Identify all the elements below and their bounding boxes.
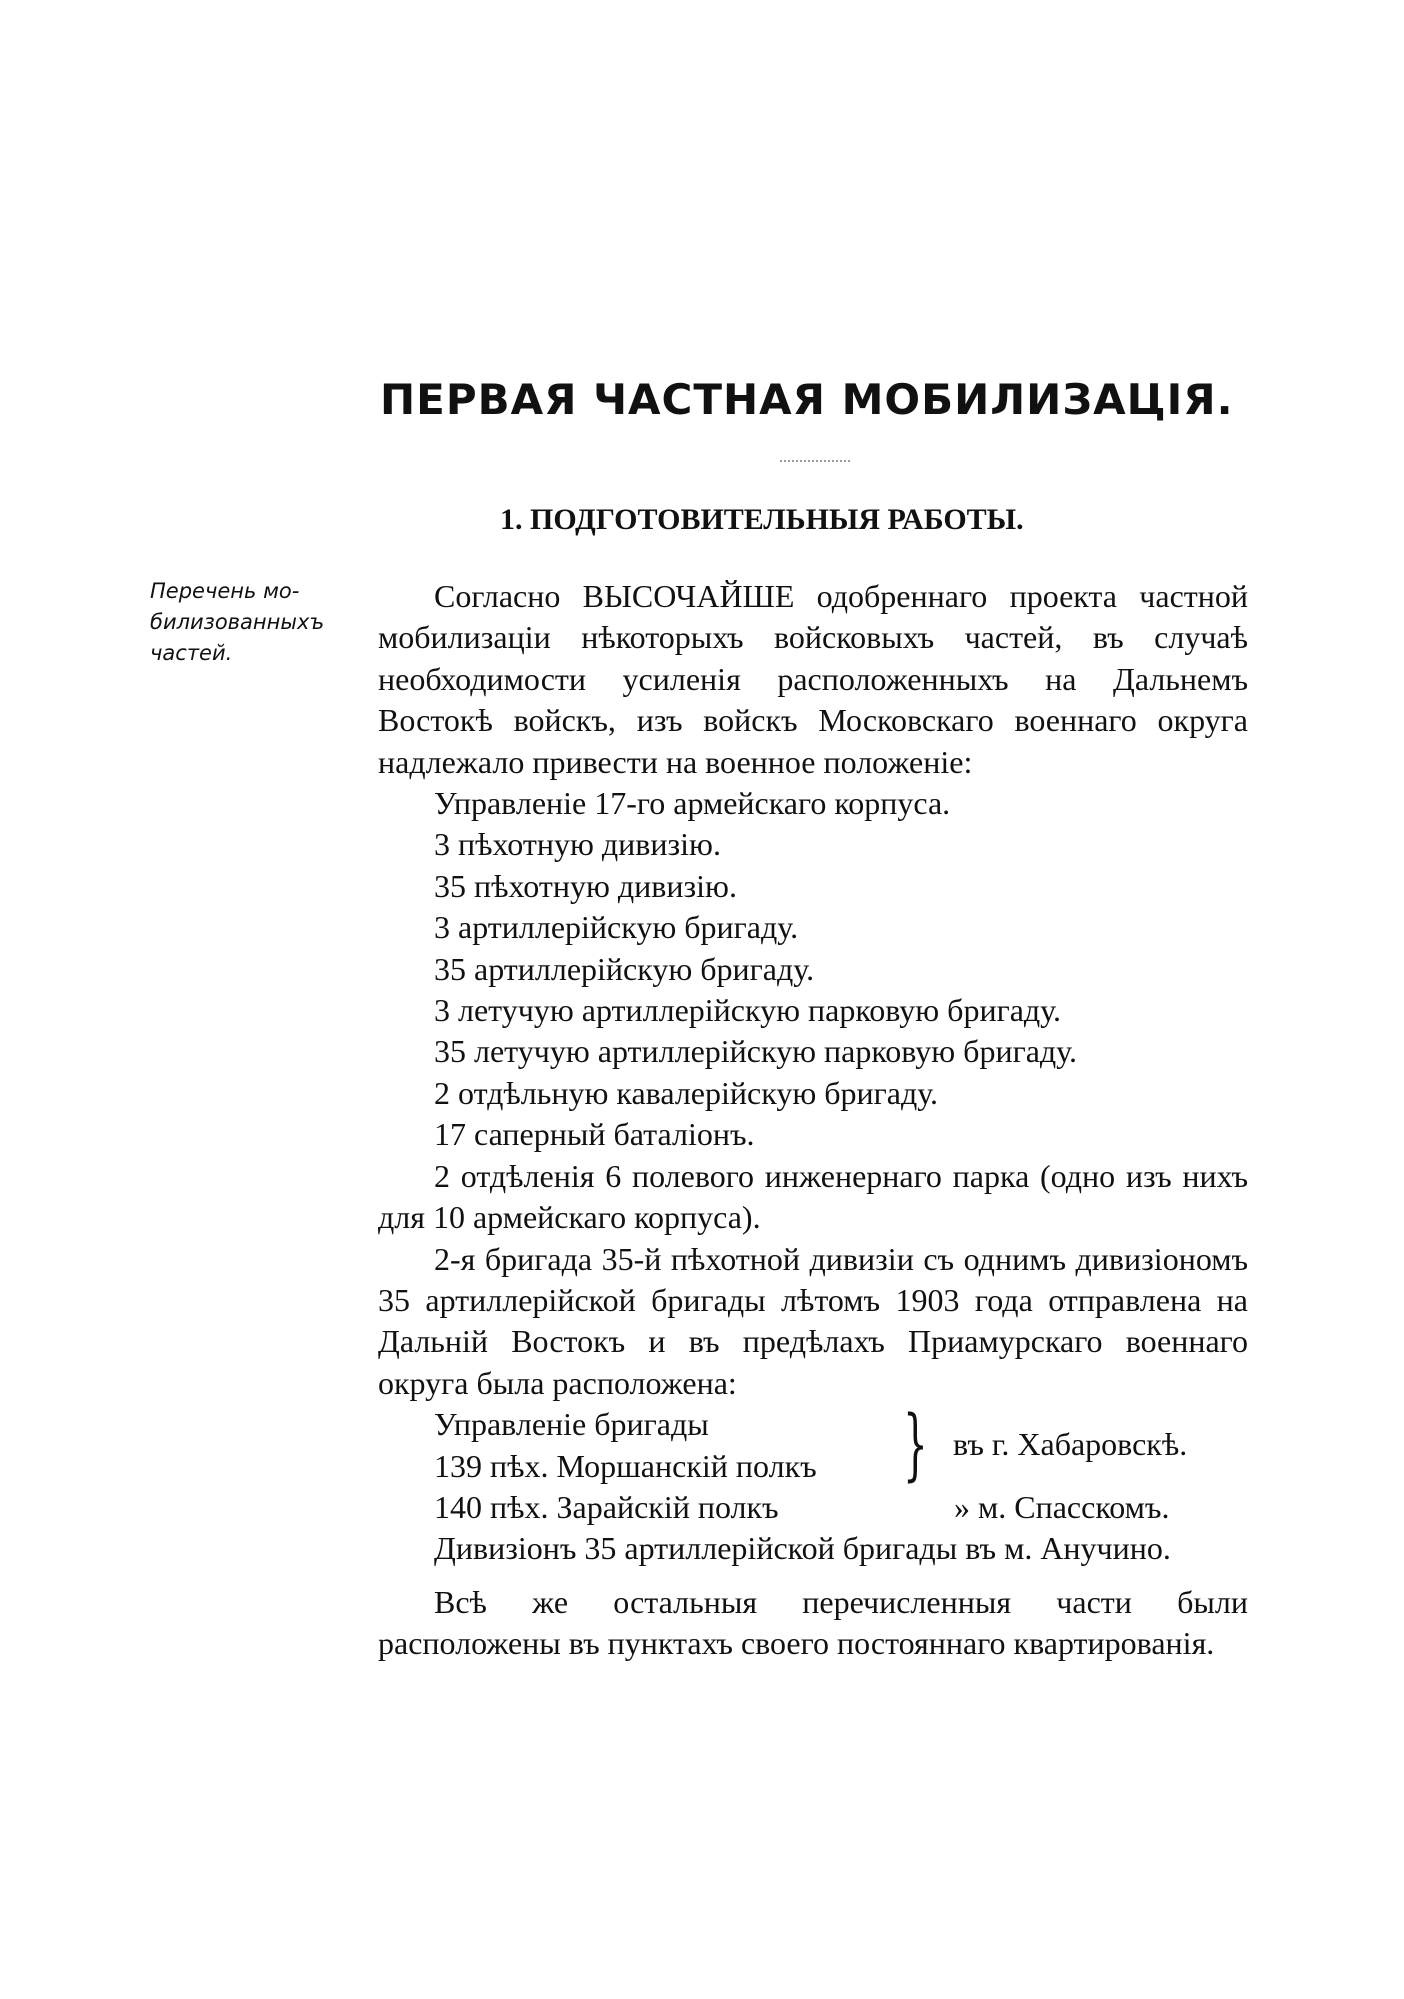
margin-note-line: билизованныхъ xyxy=(150,610,325,634)
engineer-paragraph: 2 отдѣленія 6 полевого инженернаго парка (одно изъ нихъ для 10 армейскаго корпуса). xyxy=(378,1157,1248,1236)
list-item: 35 пѣхотную дивизію. xyxy=(434,867,737,904)
list-item: 35 артиллерійскую бригаду. xyxy=(434,950,815,987)
list-item: 3 артиллерійскую бригаду. xyxy=(434,909,799,946)
title-divider xyxy=(780,460,850,462)
section-heading: 1. ПОДГОТОВИТЕЛЬНЫЯ РАБОТЫ. xyxy=(500,503,1024,536)
locations-table xyxy=(378,1400,1248,1491)
location-unit: 140 пѣх. Зарайскій полкъ xyxy=(434,1488,779,1525)
list-item: 3 пѣхотную дивизію. xyxy=(434,826,721,863)
list-item: Управленіе 17-го армейскаго корпуса. xyxy=(434,785,951,822)
intro-paragraph: Согласно ВЫСОЧАЙШЕ одобреннаго проекта частной мобилизаціи нѣкоторыхъ войсковыхъ частей, въ случаѣ необходимости усиленія расположенныхъ на Дальнемъ Востокѣ войскъ, изъ войскъ Московскаго военнаго округа надлежало привести на военное положеніе: xyxy=(378,578,1248,780)
list-item: 3 летучую артиллерійскую парковую бригаду. xyxy=(434,992,1061,1029)
margin-note xyxy=(150,576,380,669)
units-list xyxy=(378,783,1248,1156)
final-paragraph: Всѣ же остальныя перечисленныя части были расположены въ пунктахъ своего постояннаго квартированія. xyxy=(378,1583,1248,1662)
list-item: 17 саперный баталіонъ. xyxy=(434,1116,755,1153)
body-text xyxy=(378,576,1248,1665)
margin-note-line: частей. xyxy=(150,641,233,665)
list-item: 2 отдѣльную кавалерійскую бригаду. xyxy=(434,1074,939,1111)
location-row xyxy=(378,1487,1248,1528)
location-row: 139 пѣх. Моршанскій полкъ xyxy=(434,1447,817,1484)
page-title: ПЕРВАЯ ЧАСТНАЯ МОБИЛИЗАЦІЯ. xyxy=(380,375,1234,424)
margin-note-line: Перечень мо- xyxy=(150,579,300,603)
brace-symbol: } xyxy=(903,1400,928,1491)
location-place: » м. Спасскомъ. xyxy=(954,1488,1170,1525)
list-item: 35 летучую артиллерійскую парковую бригаду. xyxy=(434,1033,1077,1070)
brigade-paragraph: 2-я бригада 35-й пѣхотной дивизіи съ однимъ дивизіономъ 35 артиллерійской бригады лѣтомъ 1903 года отправлена на Дальній Востокъ и въ предѣлахъ Приамурскаго военнаго округа была расположена: xyxy=(378,1240,1248,1401)
location-row: Управленіе бригады xyxy=(434,1406,709,1443)
division-paragraph: Дивизіонъ 35 артиллерійской бригады въ м. Анучино. xyxy=(434,1530,1171,1567)
location-place: въ г. Хабаровскѣ. xyxy=(953,1426,1188,1463)
